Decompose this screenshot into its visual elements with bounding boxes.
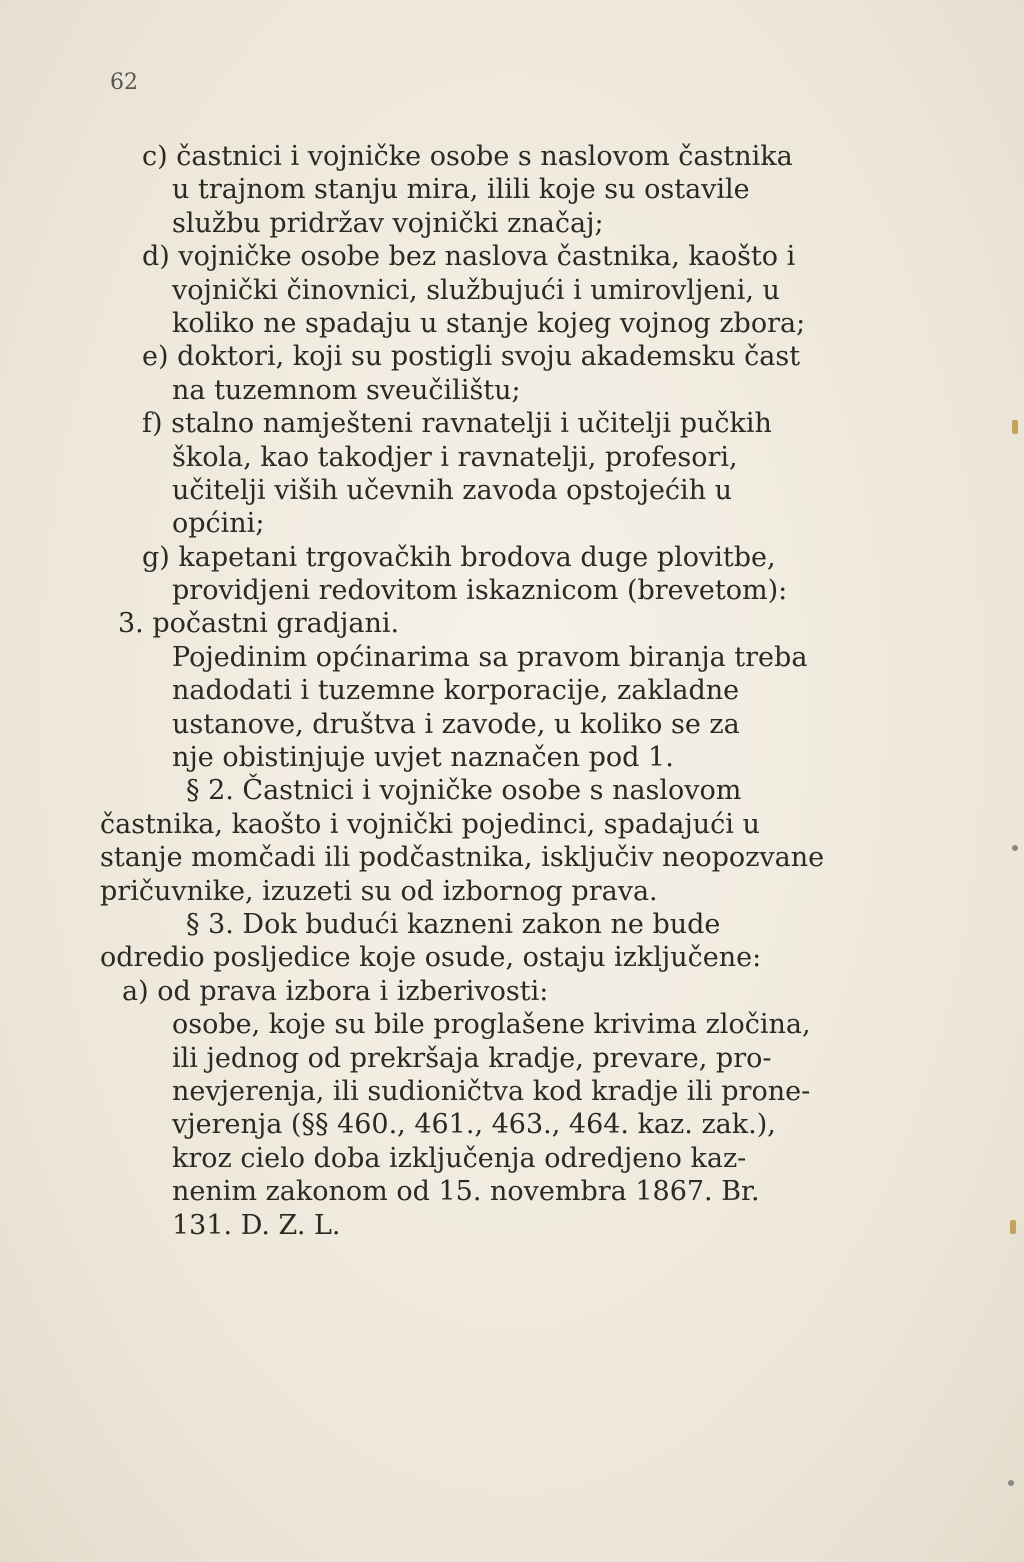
- section-2-line-3: stanje momčadi ili podčastnika, isključiv neopozvane: [100, 842, 825, 874]
- item-d-line-2: vojnički činovnici, službujući i umirovljeni, u: [172, 274, 780, 306]
- item-e-line-2: na tuzemnom sveučilištu;: [172, 374, 521, 406]
- item-f-line-4: općini;: [172, 508, 265, 540]
- item-c-line-3: službu pridržav vojnički značaj;: [172, 207, 604, 239]
- item-f-line-3: učitelji viših učevnih zavoda opstojećih u: [172, 474, 733, 506]
- item-a-line-2: osobe, koje su bile proglašene krivima zločina,: [172, 1009, 811, 1041]
- item-a-line-4: nevjerenja, ili sudioničtva kod kradje ili prone-: [172, 1075, 811, 1107]
- paragraph-1-line-4: nje obistinjuje uvjet naznačen pod 1.: [172, 742, 674, 774]
- item-a-line-1: a) od prava izbora i izberivosti:: [122, 975, 549, 1007]
- item-c-line-2: u trajnom stanju mira, ilili koje su ostavile: [172, 174, 750, 206]
- paragraph-1-line-2: nadodati i tuzemne korporacije, zakladne: [172, 675, 740, 707]
- section-3-line-1: § 3. Dok budući kazneni zakon ne bude: [186, 908, 721, 940]
- item-a-line-3: ili jednog od prekršaja kradje, prevare, pro-: [172, 1042, 772, 1074]
- item-a-line-6: kroz cielo doba izključenja odredjeno kaz-: [172, 1142, 747, 1174]
- paragraph-1-line-1: Pojedinim općinarima sa pravom biranja treba: [172, 641, 808, 673]
- body-text: [100, 140, 940, 1242]
- section-3-line-2: odredio posljedice koje osude, ostaju izključene:: [100, 942, 762, 974]
- item-a-line-8: 131. D. Z. L.: [172, 1209, 341, 1241]
- item-c-line-1: c) častnici i vojničke osobe s naslovom častnika: [142, 141, 793, 172]
- page-speck: [1012, 845, 1018, 851]
- section-2-line-2: častnika, kaošto i vojnički pojedinci, spadajući u: [100, 808, 760, 840]
- section-2-line-1: § 2. Častnici i vojničke osobe s naslovom: [186, 775, 742, 807]
- page-edge-mark: [1010, 1220, 1016, 1234]
- item-g-line-2: providjeni redovitom iskaznicom (brevetom):: [172, 575, 788, 607]
- page-number: 62: [110, 70, 138, 95]
- section-2-line-4: pričuvnike, izuzeti su od izbornog prava.: [100, 875, 658, 907]
- item-a-line-5: vjerenja (§§ 460., 461., 463., 464. kaz. zak.),: [172, 1109, 776, 1141]
- item-a-line-7: nenim zakonom od 15. novembra 1867. Br.: [172, 1176, 760, 1208]
- item-e-line-1: e) doktori, koji su postigli svoju akademsku čast: [142, 341, 801, 373]
- page-edge-mark: [1012, 420, 1018, 434]
- item-3-line: 3. počastni gradjani.: [118, 608, 400, 640]
- item-f-line-1: f) stalno namješteni ravnatelji i učitelji pučkih: [142, 408, 772, 440]
- paragraph-1-line-3: ustanove, društva i zavode, u koliko se za: [172, 708, 740, 740]
- item-d-line-3: koliko ne spadaju u stanje kojeg vojnog zbora;: [172, 307, 806, 339]
- item-f-line-2: škola, kao takodjer i ravnatelji, profesori,: [172, 441, 738, 473]
- item-d-line-1: d) vojničke osobe bez naslova častnika, kaošto i: [142, 241, 796, 273]
- item-g-line-1: g) kapetani trgovačkih brodova duge plovitbe,: [142, 541, 776, 573]
- page-speck: [1008, 1480, 1014, 1486]
